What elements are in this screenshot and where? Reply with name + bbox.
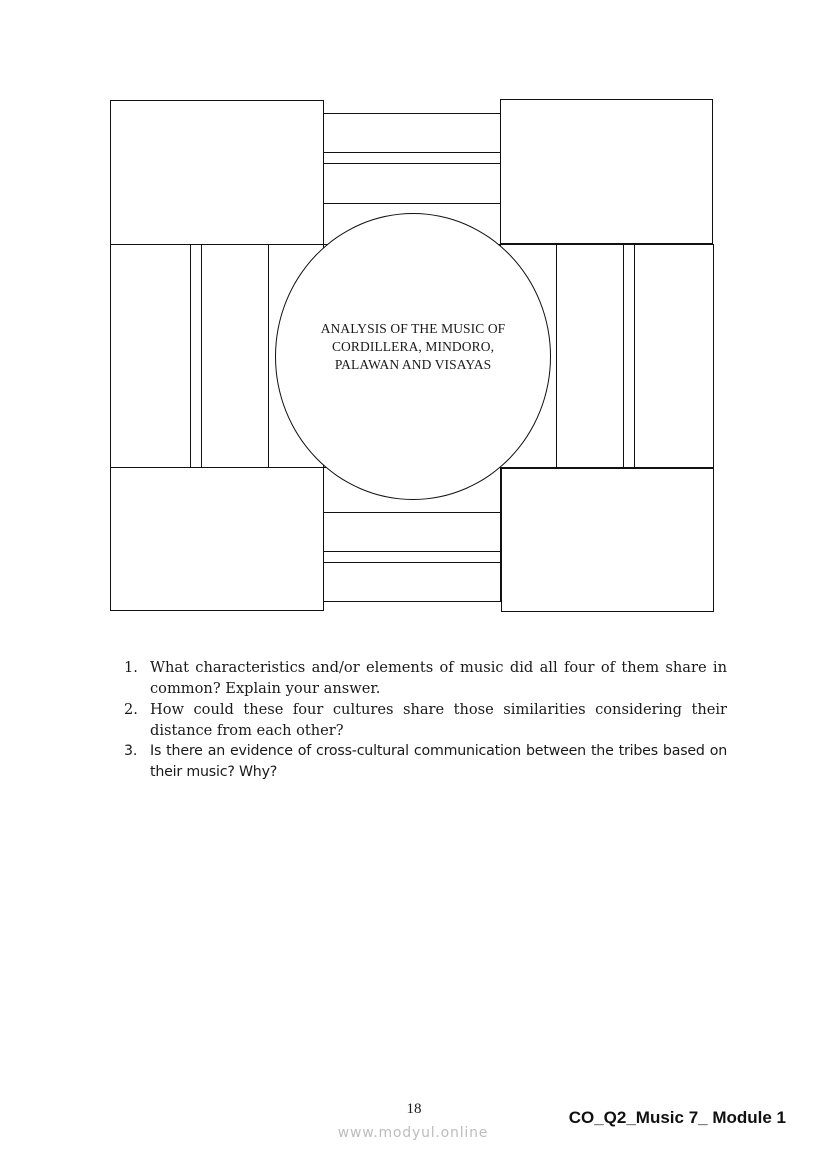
question-item (124, 741, 727, 783)
question-text: How could these four cultures share those similarities considering their distance from each other? (150, 701, 727, 739)
right-connector-bar-1 (556, 244, 624, 468)
top-connector-bar-2 (323, 163, 501, 204)
bottom-connector-bar-2 (323, 562, 501, 602)
question-item (124, 699, 727, 741)
right-connector-bar-2 (634, 244, 714, 468)
bottom-right-box (501, 468, 714, 612)
question-text: What characteristics and/or elements of music did all four of them share in common? Explain your answer. (150, 659, 727, 697)
question-number: 2. (124, 701, 138, 718)
top-left-box (110, 100, 324, 245)
bottom-connector-bar-1 (323, 512, 501, 552)
top-connector-bar-1 (323, 113, 501, 153)
module-code: CO_Q2_Music 7_ Module 1 (568, 1108, 786, 1127)
top-right-box (500, 99, 713, 244)
center-circle (275, 213, 551, 500)
page-number: 18 (406, 1101, 422, 1117)
center-circle-label: ANALYSIS OF THE MUSIC OF CORDILLERA, MINDORO, PALAWAN AND VISAYAS (320, 320, 506, 372)
watermark-text: www.modyul.online (337, 1125, 489, 1141)
left-connector-bar-1 (110, 244, 191, 468)
question-item (124, 657, 727, 699)
question-text: Is there an evidence of cross-cultural communication between the tribes based on their music? Why? (150, 743, 727, 780)
left-connector-bar-2 (201, 244, 269, 468)
question-list (124, 657, 727, 783)
bottom-left-box (110, 467, 324, 611)
question-number: 3. (124, 743, 138, 759)
question-number: 1. (124, 659, 138, 676)
